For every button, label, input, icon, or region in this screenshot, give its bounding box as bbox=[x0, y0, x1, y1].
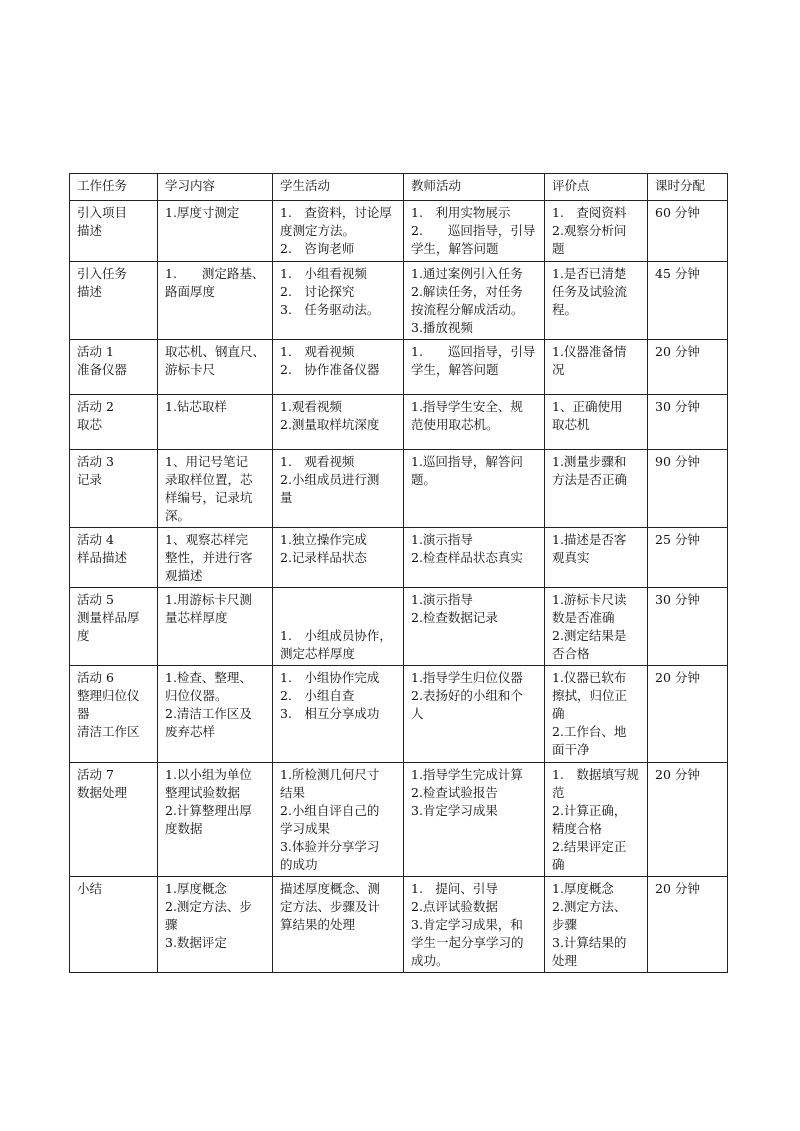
content-cell bbox=[158, 395, 273, 450]
cell-line: 整理试验数据 bbox=[165, 785, 241, 800]
time-cell bbox=[648, 877, 728, 973]
cell-line: 精度合格 bbox=[552, 821, 603, 836]
content-cell bbox=[158, 450, 273, 528]
time-cell bbox=[648, 666, 728, 763]
cell-line: 1.钻芯取样 bbox=[165, 399, 227, 414]
cell-line: 1.指导学生归位仪器 bbox=[411, 670, 523, 685]
cell-line: 3.肯定学习成果 bbox=[411, 803, 498, 818]
content-cell bbox=[158, 262, 273, 340]
header-eval: 评价点 bbox=[545, 174, 648, 201]
cell-line: 引入任务 bbox=[77, 266, 128, 281]
cell-line: 测定芯样厚度 bbox=[280, 646, 356, 661]
cell-line: 学习成果 bbox=[280, 821, 331, 836]
cell-line: 1. 小组成员协作， bbox=[280, 628, 392, 643]
cell-line: 2.结果评定正 bbox=[552, 839, 627, 854]
header-task: 工作任务 bbox=[70, 174, 158, 201]
cell-line: 活动 7 bbox=[77, 767, 114, 782]
table-row bbox=[70, 763, 728, 877]
content-cell bbox=[158, 763, 273, 877]
cell-line: 题 bbox=[552, 241, 565, 256]
table-row bbox=[70, 262, 728, 340]
content-cell bbox=[158, 588, 273, 666]
cell-line: 2.测定方法、 bbox=[552, 899, 627, 914]
task-cell bbox=[70, 877, 158, 973]
teacher-cell bbox=[404, 588, 545, 666]
cell-line: 1.仪器准备情 bbox=[552, 344, 627, 359]
cell-line: 2.表扬好的小组和个 bbox=[411, 688, 523, 703]
cell-line: 活动 5 bbox=[77, 592, 114, 607]
cell-line: 3.计算结果的 bbox=[552, 935, 627, 950]
eval-cell bbox=[545, 395, 648, 450]
cell-line: 1.描述是否客 bbox=[552, 532, 627, 547]
cell-line: 1.用游标卡尺测 bbox=[165, 592, 252, 607]
cell-line: 20 分钟 bbox=[655, 670, 700, 685]
cell-line: 1.演示指导 bbox=[411, 532, 473, 547]
cell-line: 清洁工作区 bbox=[77, 724, 140, 739]
cell-line: 度数据 bbox=[165, 821, 203, 836]
cell-line: 1. 查资料，讨论厚 bbox=[280, 205, 392, 220]
cell-line: 1、用记号笔记 bbox=[165, 454, 248, 469]
cell-line: 90 分钟 bbox=[655, 454, 700, 469]
eval-cell bbox=[545, 666, 648, 763]
cell-line: 否合格 bbox=[552, 646, 590, 661]
content-cell bbox=[158, 666, 273, 763]
cell-line: 1. 提问、引导 bbox=[411, 881, 498, 896]
task-cell bbox=[70, 201, 158, 262]
cell-line: 活动 3 bbox=[77, 454, 114, 469]
cell-line: 2.观察分析问 bbox=[552, 223, 627, 238]
cell-line: 2. 讨论探究 bbox=[280, 284, 355, 299]
cell-line: 取芯机 bbox=[552, 417, 590, 432]
teacher-cell bbox=[404, 450, 545, 528]
cell-line: 1. 数据填写规 bbox=[552, 767, 639, 782]
cell-line: 记录 bbox=[77, 472, 103, 487]
cell-line: 观描述 bbox=[165, 568, 203, 583]
cell-line: 1.厚度概念 bbox=[165, 881, 227, 896]
cell-line: 度 bbox=[77, 628, 90, 643]
cell-line: 学生一起分享学习的 bbox=[411, 935, 524, 950]
cell-line: 2.工作台、地 bbox=[552, 724, 627, 739]
cell-line: 准备仪器 bbox=[77, 362, 128, 377]
table-row bbox=[70, 450, 728, 528]
table-row bbox=[70, 395, 728, 450]
cell-line: 测量样品厚 bbox=[77, 610, 140, 625]
cell-line: 面干净 bbox=[552, 742, 590, 757]
cell-line: 学生，解答问题 bbox=[411, 241, 499, 256]
cell-line: 数是否准确 bbox=[552, 610, 615, 625]
student-cell bbox=[273, 201, 404, 262]
cell-line: 引入项目 bbox=[77, 205, 128, 220]
cell-line: 归位仪器。 bbox=[165, 688, 228, 703]
cell-line: 人 bbox=[411, 706, 424, 721]
cell-line: 2. 协作准备仪器 bbox=[280, 362, 380, 377]
time-cell bbox=[648, 588, 728, 666]
student-cell bbox=[273, 666, 404, 763]
teacher-cell bbox=[404, 262, 545, 340]
cell-line: 1.厚度寸测定 bbox=[165, 205, 240, 220]
header-row bbox=[70, 174, 728, 201]
content-cell bbox=[158, 877, 273, 973]
cell-line: 1.指导学生安全、规 bbox=[411, 399, 523, 414]
eval-cell bbox=[545, 763, 648, 877]
cell-line: 量芯样厚度 bbox=[165, 610, 228, 625]
teacher-cell bbox=[404, 528, 545, 588]
task-cell bbox=[70, 763, 158, 877]
table-row bbox=[70, 340, 728, 395]
cell-line: 任务及试验流 bbox=[552, 284, 628, 299]
cell-line: 描述厚度概念、测 bbox=[280, 881, 381, 896]
cell-line: 1. 小组协作完成 bbox=[280, 670, 380, 685]
table-row bbox=[70, 666, 728, 763]
eval-cell bbox=[545, 340, 648, 395]
cell-line: 3. 任务驱动法。 bbox=[280, 302, 380, 317]
cell-line: 1.是否已清楚 bbox=[552, 266, 627, 281]
content-cell bbox=[158, 528, 273, 588]
cell-line: 1.检查、整理、 bbox=[165, 670, 252, 685]
cell-line: 30 分钟 bbox=[655, 592, 700, 607]
cell-line: 整性，并进行客 bbox=[165, 550, 253, 565]
cell-line: 整理归位仪 bbox=[77, 688, 140, 703]
cell-line: 2.测定方法、步 bbox=[165, 899, 252, 914]
task-cell bbox=[70, 450, 158, 528]
cell-line: 25 分钟 bbox=[655, 532, 700, 547]
student-cell bbox=[273, 340, 404, 395]
cell-line: 1. 查阅资料 bbox=[552, 205, 627, 220]
teacher-cell bbox=[404, 666, 545, 763]
cell-line: 20 分钟 bbox=[655, 344, 700, 359]
time-cell bbox=[648, 528, 728, 588]
cell-line: 2.测定结果是 bbox=[552, 628, 627, 643]
cell-line: 定方法、步骤及计 bbox=[280, 899, 381, 914]
cell-line: 范 bbox=[552, 785, 565, 800]
header-time: 课时分配 bbox=[648, 174, 728, 201]
cell-line: 样编号，记录坑 bbox=[165, 490, 253, 505]
cell-line: 活动 1 bbox=[77, 344, 114, 359]
cell-line: 描述 bbox=[77, 284, 103, 299]
student-cell bbox=[273, 450, 404, 528]
eval-cell bbox=[545, 262, 648, 340]
cell-line: 2.点评试验数据 bbox=[411, 899, 498, 914]
cell-line: 60 分钟 bbox=[655, 205, 700, 220]
time-cell bbox=[648, 395, 728, 450]
eval-cell bbox=[545, 588, 648, 666]
cell-line: 1.所检测几何尺寸 bbox=[280, 767, 380, 782]
cell-line: 取芯机、钢直尺、 bbox=[165, 344, 266, 359]
cell-line: 1. 观看视频 bbox=[280, 454, 355, 469]
cell-line: 方法是否正确 bbox=[552, 472, 628, 487]
cell-line: 活动 2 bbox=[77, 399, 114, 414]
cell-line: 算结果的处理 bbox=[280, 917, 356, 932]
cell-line: 况 bbox=[552, 362, 565, 377]
cell-line: 确 bbox=[552, 857, 565, 872]
cell-line: 3.肯定学习成果，和 bbox=[411, 917, 523, 932]
cell-line: 20 分钟 bbox=[655, 767, 700, 782]
cell-line: 1. 观看视频 bbox=[280, 344, 355, 359]
cell-line: 1.以小组为单位 bbox=[165, 767, 252, 782]
teacher-cell bbox=[404, 340, 545, 395]
cell-line: 活动 4 bbox=[77, 532, 114, 547]
table-row bbox=[70, 201, 728, 262]
cell-line: 按流程分解成活动。 bbox=[411, 302, 524, 317]
cell-line: 1. 利用实物展示 bbox=[411, 205, 511, 220]
cell-line: 确 bbox=[552, 706, 565, 721]
cell-line: 路面厚度 bbox=[165, 284, 216, 299]
eval-cell bbox=[545, 201, 648, 262]
teacher-cell bbox=[404, 763, 545, 877]
cell-line: 1.观看视频 bbox=[280, 399, 342, 414]
header-teacher: 教师活动 bbox=[404, 174, 545, 201]
cell-line: 1. 巡回指导，引导 bbox=[411, 344, 536, 359]
cell-line: 1、观察芯样完 bbox=[165, 532, 248, 547]
eval-cell bbox=[545, 450, 648, 528]
cell-line: 2.测量取样坑深度 bbox=[280, 417, 380, 432]
table-row bbox=[70, 877, 728, 973]
cell-line: 数据处理 bbox=[77, 785, 128, 800]
student-cell bbox=[273, 395, 404, 450]
table-row bbox=[70, 528, 728, 588]
cell-line: 2.检查样品状态真实 bbox=[411, 550, 523, 565]
cell-line: 2.检查数据记录 bbox=[411, 610, 498, 625]
header-student: 学生活动 bbox=[273, 174, 404, 201]
time-cell bbox=[648, 340, 728, 395]
cell-line: 2.计算正确， bbox=[552, 803, 627, 818]
cell-line: 20 分钟 bbox=[655, 881, 700, 896]
cell-line: 1.仪器已软布 bbox=[552, 670, 627, 685]
table-body bbox=[70, 201, 728, 973]
cell-line: 程。 bbox=[552, 302, 578, 317]
student-cell bbox=[273, 262, 404, 340]
cell-line: 2. 咨询老师 bbox=[280, 241, 355, 256]
cell-line: 题。 bbox=[411, 472, 437, 487]
teacher-cell bbox=[404, 395, 545, 450]
cell-line: 观真实 bbox=[552, 550, 590, 565]
cell-line: 45 分钟 bbox=[655, 266, 700, 281]
cell-line: 处理 bbox=[552, 953, 578, 968]
cell-line: 结果 bbox=[280, 785, 306, 800]
cell-line: 1.厚度概念 bbox=[552, 881, 614, 896]
task-cell bbox=[70, 588, 158, 666]
content-cell bbox=[158, 340, 273, 395]
task-cell bbox=[70, 528, 158, 588]
cell-line: 量 bbox=[280, 490, 293, 505]
cell-line: 学生，解答问题 bbox=[411, 362, 499, 377]
student-cell bbox=[273, 877, 404, 973]
cell-line: 描述 bbox=[77, 223, 103, 238]
cell-line: 2. 巡回指导，引导 bbox=[411, 223, 536, 238]
cell-line: 样品描述 bbox=[77, 550, 128, 565]
cell-line: 2.小组自评自己的 bbox=[280, 803, 380, 818]
cell-line: 度测定方法。 bbox=[280, 223, 356, 238]
task-cell bbox=[70, 395, 158, 450]
cell-line: 步骤 bbox=[552, 917, 578, 932]
cell-line: 2.记录样品状态 bbox=[280, 550, 367, 565]
cell-line: 的成功 bbox=[280, 857, 318, 872]
task-cell bbox=[70, 262, 158, 340]
eval-cell bbox=[545, 877, 648, 973]
cell-line: 1.测量步骤和 bbox=[552, 454, 627, 469]
task-cell bbox=[70, 666, 158, 763]
lesson-plan-table bbox=[69, 173, 728, 973]
content-cell bbox=[158, 201, 273, 262]
cell-line: 成功。 bbox=[411, 953, 449, 968]
cell-line: 游标卡尺 bbox=[165, 362, 216, 377]
cell-line: 小结 bbox=[77, 881, 103, 896]
cell-line: 3.体验并分享学习 bbox=[280, 839, 380, 854]
time-cell bbox=[648, 763, 728, 877]
student-cell bbox=[273, 528, 404, 588]
cell-line: 3. 相互分享成功 bbox=[280, 706, 380, 721]
cell-line: 活动 6 bbox=[77, 670, 114, 685]
eval-cell bbox=[545, 528, 648, 588]
cell-line: 1.游标卡尺读 bbox=[552, 592, 627, 607]
time-cell bbox=[648, 201, 728, 262]
cell-line: 2.小组成员进行测 bbox=[280, 472, 380, 487]
cell-line bbox=[280, 609, 398, 627]
cell-line: 2.解读任务，对任务 bbox=[411, 284, 523, 299]
table-row bbox=[70, 588, 728, 666]
cell-line: 取芯 bbox=[77, 417, 103, 432]
cell-line: 废弃芯样 bbox=[165, 724, 216, 739]
student-cell bbox=[273, 763, 404, 877]
cell-line: 1. 测定路基、 bbox=[165, 266, 265, 281]
cell-line: 擦拭，归位正 bbox=[552, 688, 628, 703]
teacher-cell bbox=[404, 877, 545, 973]
cell-line: 30 分钟 bbox=[655, 399, 700, 414]
time-cell bbox=[648, 262, 728, 340]
cell-line: 骤 bbox=[165, 917, 178, 932]
cell-line: 1、正确使用 bbox=[552, 399, 623, 414]
header-content: 学习内容 bbox=[158, 174, 273, 201]
cell-line: 1.巡回指导，解答问 bbox=[411, 454, 523, 469]
cell-line: 深。 bbox=[165, 508, 191, 523]
cell-line: 1.通过案例引入任务 bbox=[411, 266, 523, 281]
cell-line bbox=[280, 591, 398, 609]
student-cell bbox=[273, 588, 404, 666]
cell-line: 1.独立操作完成 bbox=[280, 532, 367, 547]
cell-line: 录取样位置，芯 bbox=[165, 472, 253, 487]
cell-line: 范使用取芯机。 bbox=[411, 417, 499, 432]
cell-line: 2. 小组自查 bbox=[280, 688, 355, 703]
teacher-cell bbox=[404, 201, 545, 262]
cell-line: 1. 小组看视频 bbox=[280, 266, 367, 281]
cell-line: 2.计算整理出厚 bbox=[165, 803, 252, 818]
cell-line: 1.演示指导 bbox=[411, 592, 473, 607]
cell-line: 2.清洁工作区及 bbox=[165, 706, 252, 721]
cell-line: 3.数据评定 bbox=[165, 935, 227, 950]
cell-line: 1.指导学生完成计算 bbox=[411, 767, 523, 782]
cell-line: 2.检查试验报告 bbox=[411, 785, 498, 800]
task-cell bbox=[70, 340, 158, 395]
time-cell bbox=[648, 450, 728, 528]
cell-line: 3.播放视频 bbox=[411, 320, 473, 335]
cell-line: 器 bbox=[77, 706, 90, 721]
